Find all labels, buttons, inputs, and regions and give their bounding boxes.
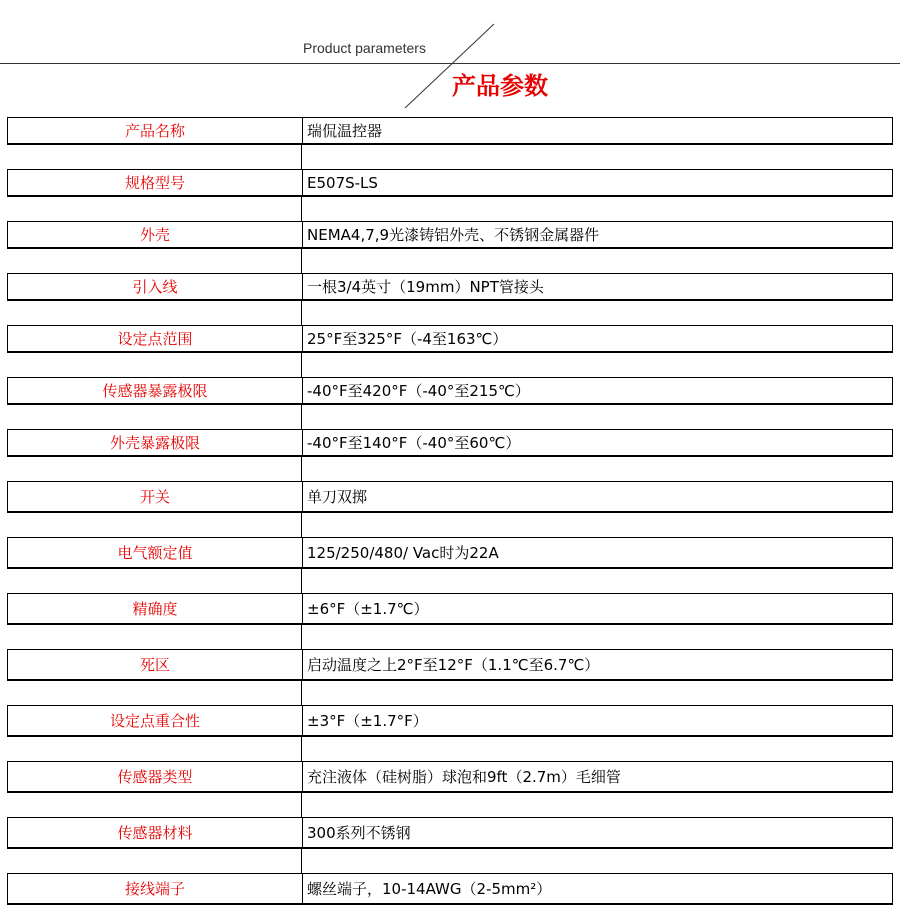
column-divider — [301, 249, 302, 273]
spec-row — [7, 273, 893, 301]
column-divider — [301, 197, 302, 221]
spec-row — [7, 593, 893, 625]
column-divider — [301, 405, 302, 429]
spec-row — [7, 429, 893, 457]
spec-label: 外壳 — [8, 222, 303, 247]
column-divider — [301, 737, 302, 761]
spec-row — [7, 537, 893, 569]
spec-row — [7, 117, 893, 145]
spec-label: 接线端子 — [8, 874, 303, 903]
spec-row — [7, 817, 893, 849]
spec-value: 充注液体（硅树脂）球泡和9ft（2.7m）毛细管 — [307, 768, 621, 786]
spec-row — [7, 221, 893, 249]
column-divider — [301, 849, 302, 873]
spec-row — [7, 377, 893, 405]
column-divider — [301, 681, 302, 705]
spec-value: 125/250/480/ Vac时为22A — [307, 544, 499, 562]
column-divider — [301, 793, 302, 817]
spec-label: 引入线 — [8, 274, 303, 299]
column-divider — [301, 569, 302, 593]
spec-row — [7, 649, 893, 681]
spec-value: -40°F至420°F（-40°至215℃） — [307, 382, 530, 400]
spec-value: 25°F至325°F（-4至163℃） — [307, 330, 508, 348]
spec-row — [7, 169, 893, 197]
spec-label: 规格型号 — [8, 170, 303, 195]
spec-value: 一根3/4英寸（19mm）NPT管接头 — [307, 278, 544, 296]
column-divider — [301, 145, 302, 169]
spec-value: E507S-LS — [307, 173, 378, 192]
spec-value: 螺丝端子，10-14AWG（2-5mm²） — [307, 880, 552, 898]
spec-label: 产品名称 — [8, 118, 303, 143]
spec-label: 死区 — [8, 650, 303, 679]
spec-value: 启动温度之上2°F至12°F（1.1℃至6.7℃） — [307, 656, 600, 674]
spec-value: ±3°F（±1.7°F） — [307, 712, 428, 730]
spec-label: 传感器暴露极限 — [8, 378, 303, 403]
spec-value: 300系列不锈钢 — [307, 824, 411, 842]
column-divider — [301, 625, 302, 649]
title-chinese: 产品参数 — [452, 72, 548, 100]
spec-label: 开关 — [8, 482, 303, 511]
spec-value: 瑞侃温控器 — [307, 122, 383, 140]
column-divider — [301, 353, 302, 377]
spec-value: NEMA4,7,9光漆铸铝外壳、不锈钢金属器件 — [307, 226, 600, 244]
column-divider — [301, 457, 302, 481]
spec-row — [7, 873, 893, 905]
column-divider — [301, 513, 302, 537]
column-divider — [301, 301, 302, 325]
spec-label: 外壳暴露极限 — [8, 430, 303, 455]
spec-row — [7, 325, 893, 353]
spec-value: -40°F至140°F（-40°至60℃） — [307, 434, 521, 452]
spec-row — [7, 761, 893, 793]
spec-label: 设定点重合性 — [8, 706, 303, 735]
diagonal-slash-decoration — [0, 0, 900, 115]
spec-label: 电气额定值 — [8, 538, 303, 567]
spec-label: 传感器材料 — [8, 818, 303, 847]
title-english: Product parameters — [303, 40, 426, 56]
spec-row — [7, 705, 893, 737]
spec-label: 设定点范围 — [8, 326, 303, 351]
page-header — [0, 0, 900, 115]
spec-value: ±6°F（±1.7℃） — [307, 600, 429, 618]
spec-label: 传感器类型 — [8, 762, 303, 791]
spec-label: 精确度 — [8, 594, 303, 623]
spec-row — [7, 481, 893, 513]
spec-value: 单刀双掷 — [307, 488, 368, 506]
